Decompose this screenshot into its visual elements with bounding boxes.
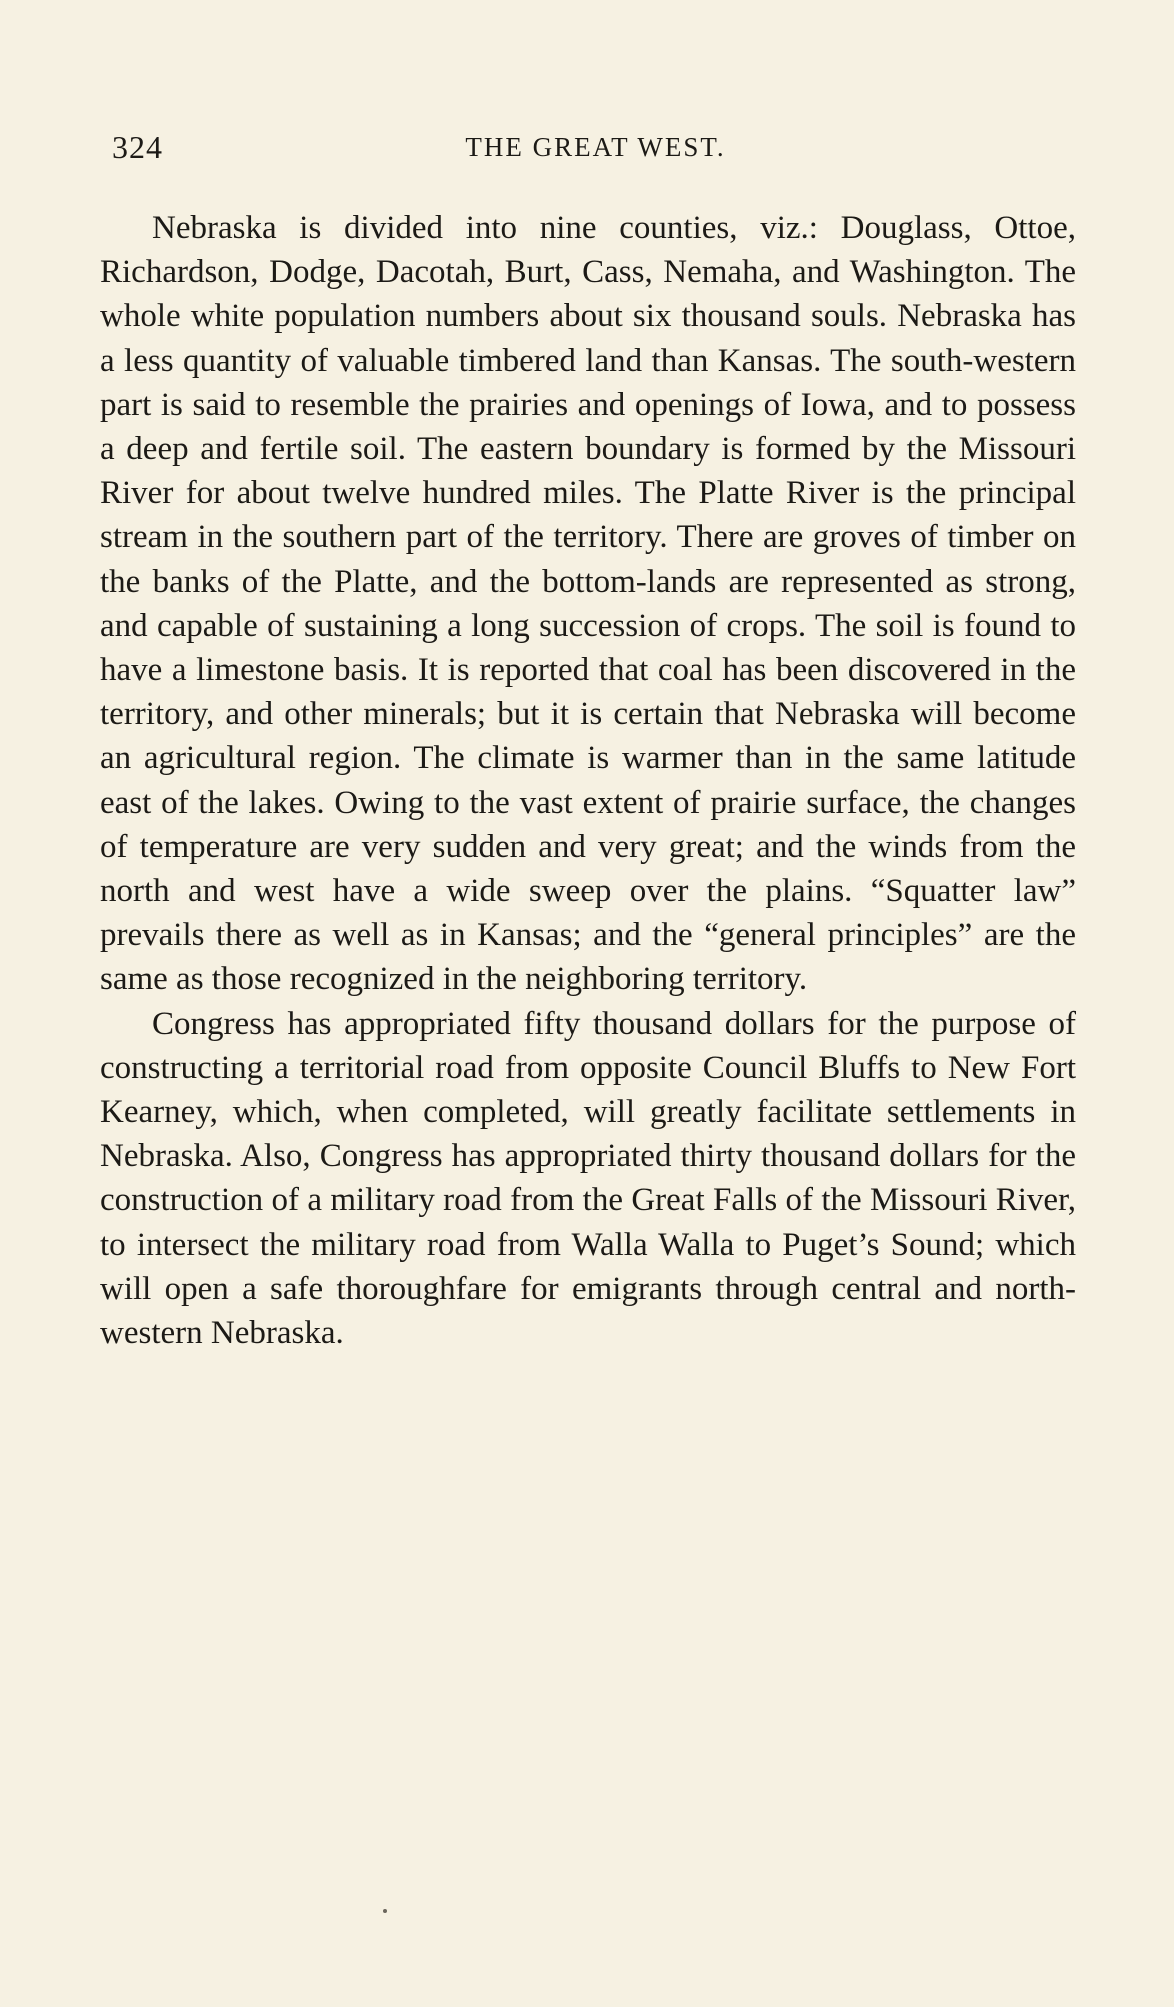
ink-speck <box>383 1909 387 1913</box>
paragraph-nebraska-counties: Nebraska is divided into nine counties, viz.: Douglass, Ottoe, Richardson, Dodge, Dacotah, Burt, Cass, Nemaha, and Washington. The whole white population numbers about six thousand souls. Nebraska has a less quantity of valuable timbered land than Kansas. The south-western part is said to resemble the prairies and openings of Iowa, and to possess a deep and fertile soil. The eastern boundary is formed by the Missouri River for about twelve hundred miles. The Platte River is the principal stream in the southern part of the territory. There are groves of timber on the banks of the Platte, and the bottom-lands are represented as strong, and capable of sustaining a long succession of crops. The soil is found to have a limestone basis. It is reported that coal has been discovered in the territory, and other minerals; but it is certain that Nebraska will become an agricultural region. The climate is warmer than in the same latitude east of the lakes. Owing to the vast extent of prairie surface, the changes of temperature are very sudden and very great; and the winds from the north and west have a wide sweep over the plains. “Squatter law” prevails there as well as in Kansas; and the “general principles” are the same as those recognized in the neighboring territory. <box>100 210 1076 998</box>
body-text <box>100 206 1076 1355</box>
running-head <box>112 127 1079 167</box>
paragraph-congress-roads: Congress has appropriated fifty thousand dollars for the purpose of constructing a territorial road from opposite Council Bluffs to New Fort Kearney, which, when completed, will greatly facilitate settlements in Nebraska. Also, Congress has appropriated thirty thousand dollars for the construction of a military road from the Great Falls of the Missouri River, to intersect the military road from Walla Walla to Puget’s Sound; which will open a safe thoroughfare for emigrants through central and north-western Nebraska. <box>100 1005 1076 1352</box>
page-number: 324 <box>112 129 163 165</box>
running-title: THE GREAT WEST. <box>465 132 726 162</box>
